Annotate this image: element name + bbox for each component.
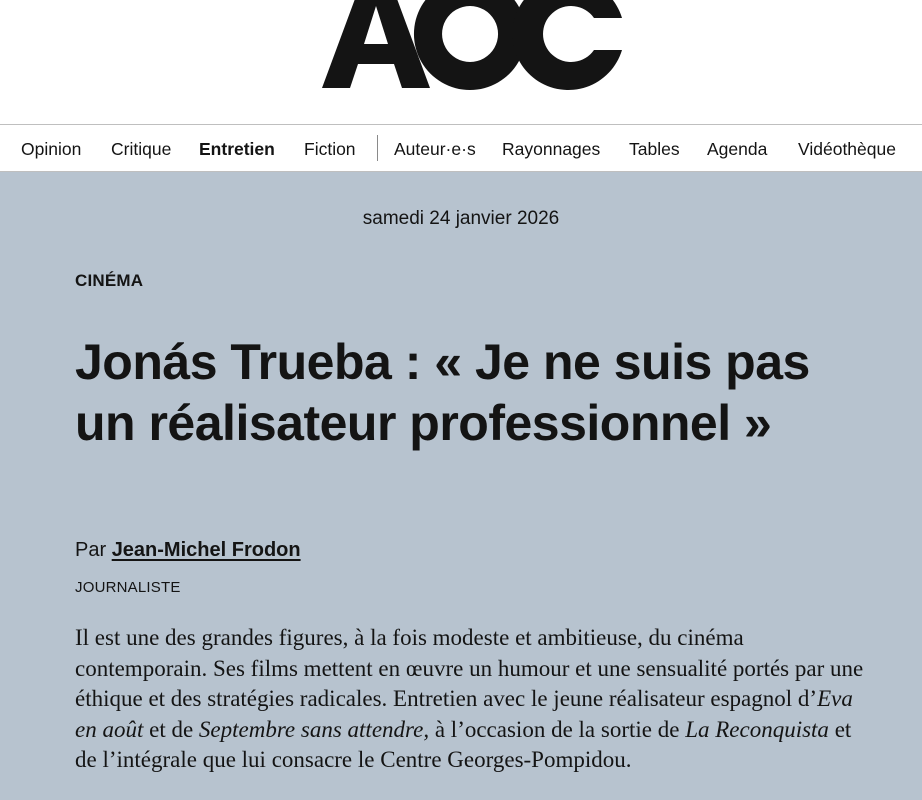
- lead-text-1: Il est une des grandes figures, à la fois modeste et ambitieuse, du cinéma contemporain. Ses films mettent en œuvre un humour et une sensualité portés par une éthique et des stratégies radicales. Entretien avec le jeune réalisateur espagnol d’: [75, 625, 864, 711]
- nav-item-entretien[interactable]: Entretien: [199, 139, 275, 159]
- author-role: JOURNALISTE: [75, 579, 181, 596]
- article-title: Jonás Trueba : « Je ne suis pas un réalisateur professionnel »: [75, 334, 810, 451]
- nav-item-critique[interactable]: Critique: [111, 139, 172, 159]
- lead-text-3: à l’occasion de la sortie de: [429, 716, 686, 742]
- article-date: samedi 24 janvier 2026: [362, 208, 560, 229]
- nav-item-agenda[interactable]: Agenda: [707, 139, 768, 159]
- lead-text-2: et de: [143, 716, 199, 742]
- lead-text-4: et de l’intégrale que lui consacre le Centre Georges-Pompidou.: [75, 716, 852, 772]
- byline-prefix: Par: [75, 539, 107, 561]
- nav-divider: [377, 135, 378, 161]
- film-title-3: La Reconquista: [685, 716, 829, 742]
- article-lead: [75, 623, 875, 776]
- author-link[interactable]: Jean-Michel Frodon: [111, 539, 301, 561]
- article-category[interactable]: CINÉMA: [75, 271, 144, 290]
- nav-item-auteurs[interactable]: Auteur·e·s: [394, 139, 476, 159]
- film-title-2: Septembre sans attendre,: [198, 716, 430, 742]
- aoc-logo[interactable]: [318, 0, 624, 92]
- nav-item-opinion[interactable]: Opinion: [21, 139, 82, 159]
- site-header: [0, 0, 922, 124]
- film-title-1: Eva en août: [75, 686, 853, 742]
- nav-item-tables[interactable]: Tables: [629, 139, 680, 159]
- main-nav: [0, 124, 922, 172]
- nav-item-videotheque[interactable]: Vidéothèque: [798, 139, 896, 159]
- nav-item-fiction[interactable]: Fiction: [304, 139, 356, 159]
- article-byline: [75, 537, 301, 563]
- nav-item-rayonnages[interactable]: Rayonnages: [502, 139, 601, 159]
- article-area: [0, 172, 922, 800]
